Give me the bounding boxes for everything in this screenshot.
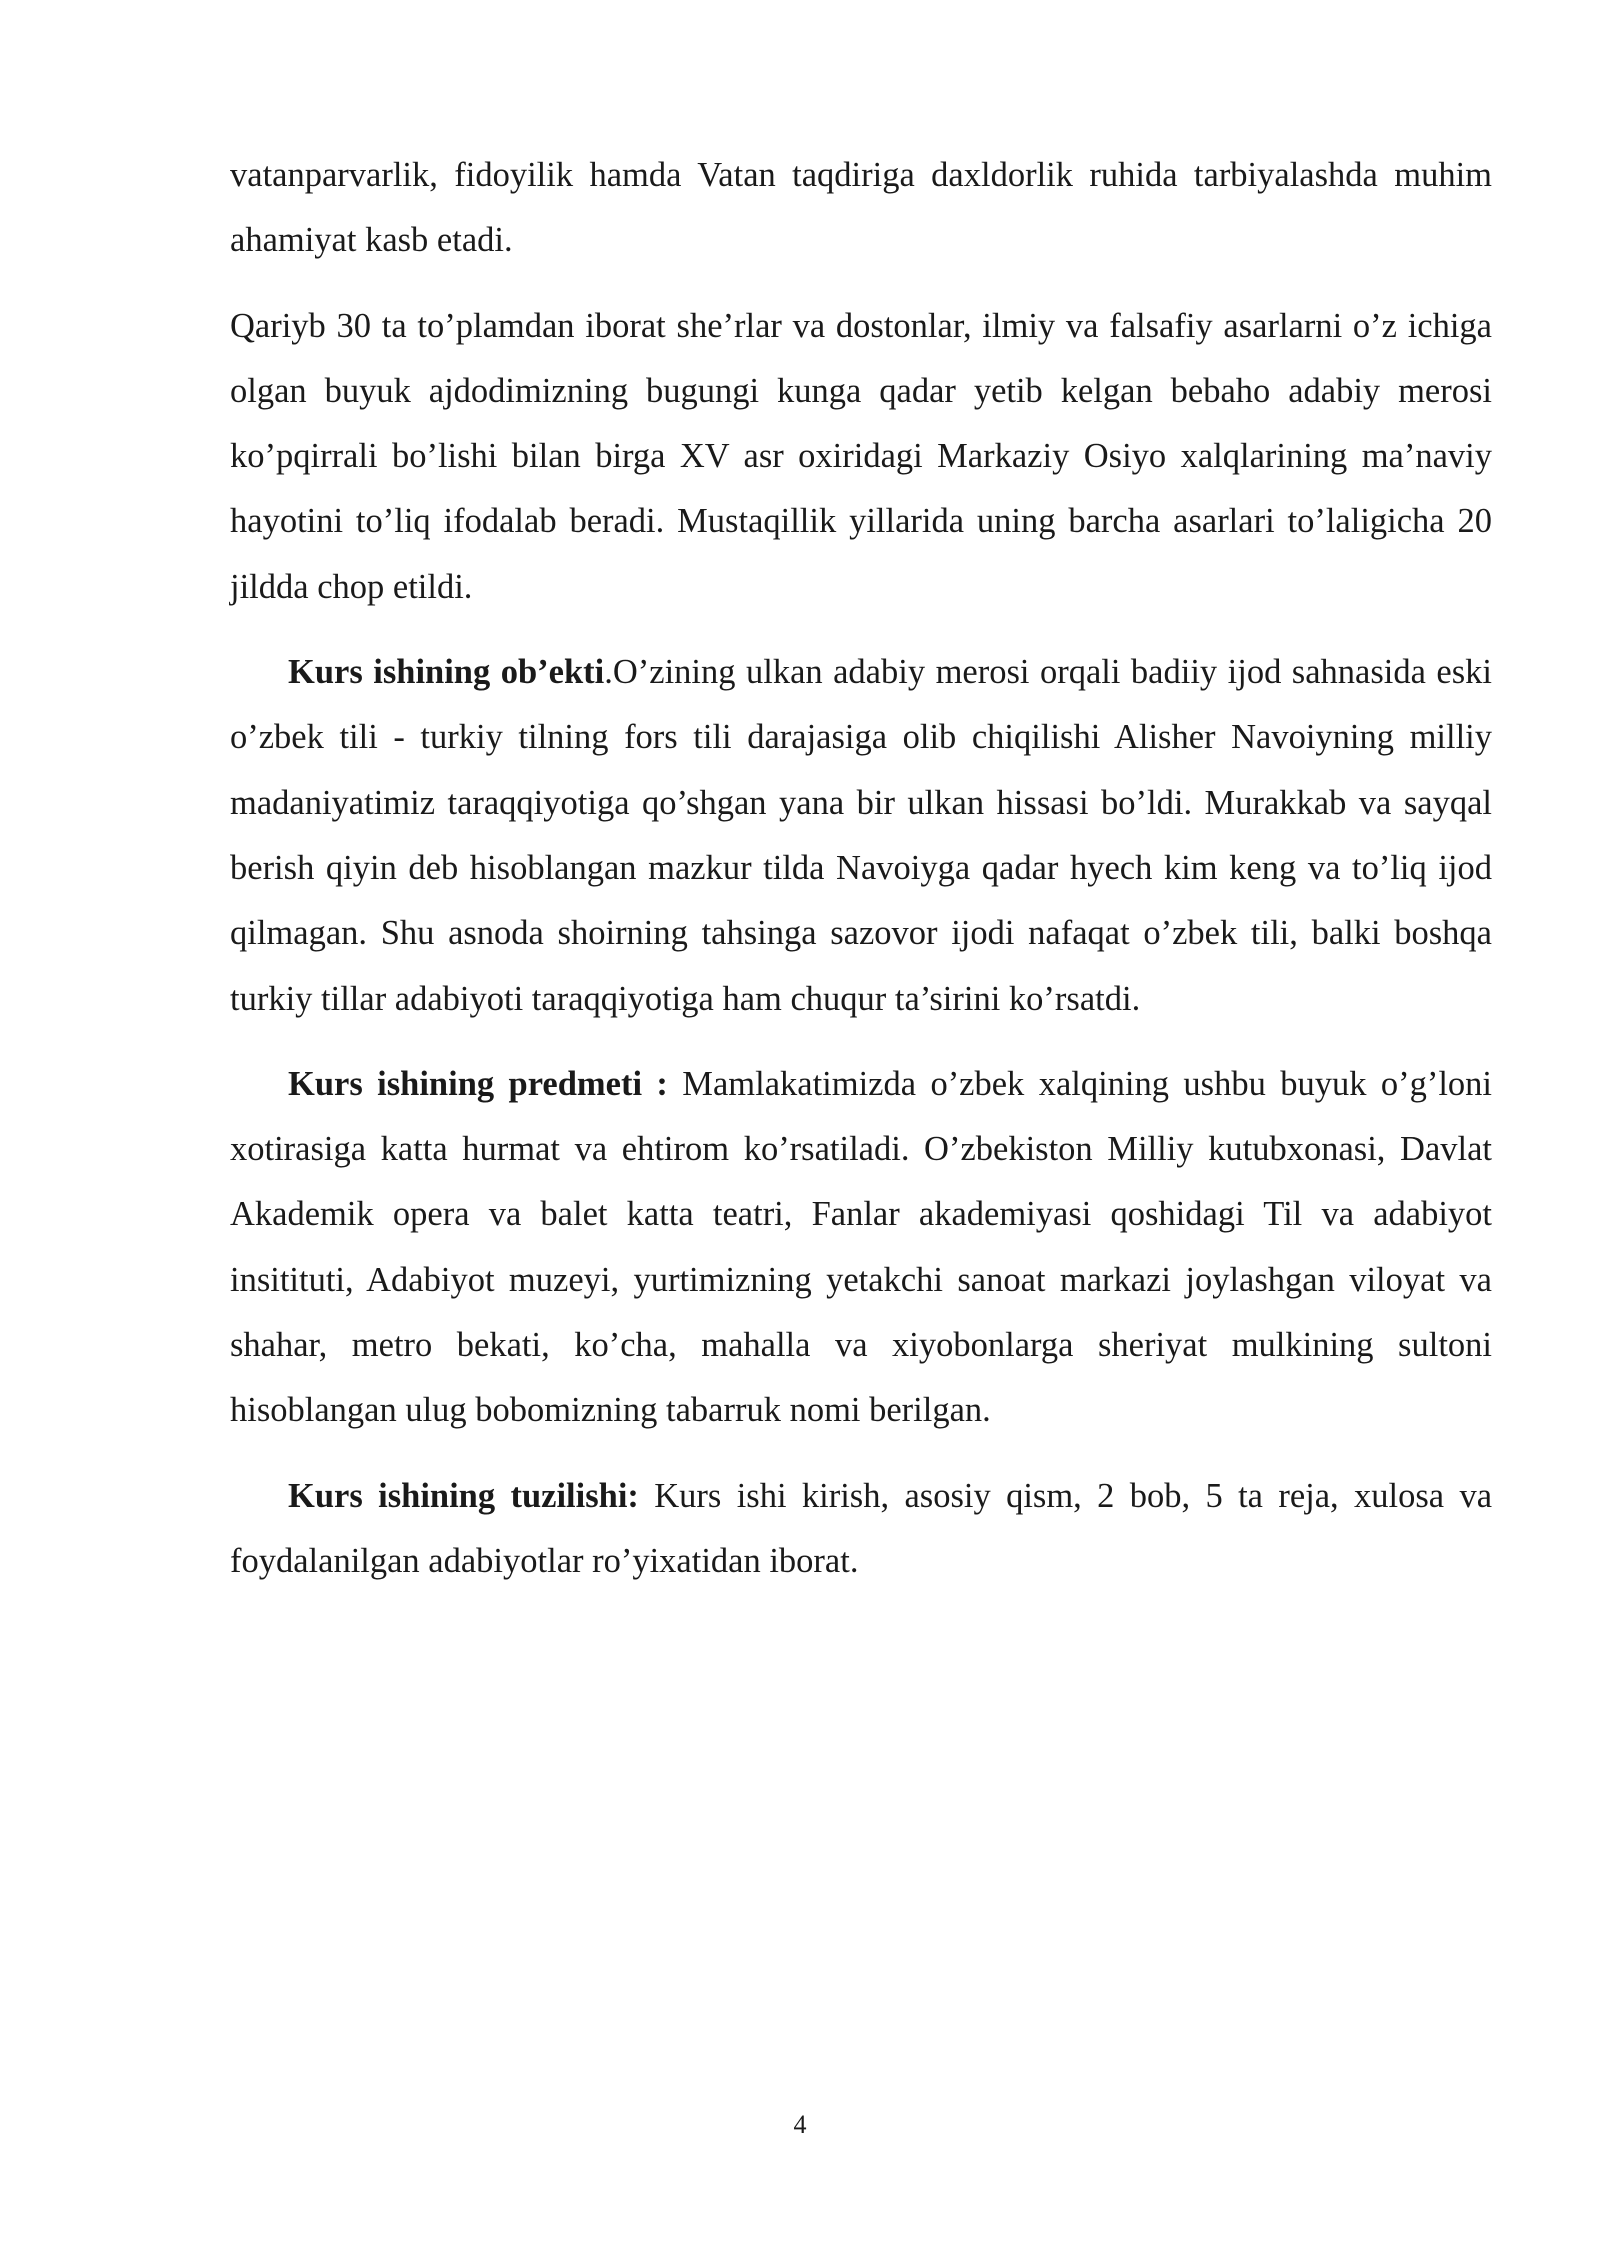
paragraph-heading: Kurs ishining predmeti : [288,1064,668,1103]
paragraph-structure [230,1464,1492,1595]
paragraph-text: Qariyb 30 ta to’plamdan iborat she’rlar va dostonlar, ilmiy va falsafiy asarlarni o’z ichiga olgan buyuk ajdodimizning bugungi kunga qadar yetib kelgan bebaho adabiy merosi ko’pqirrali bo’lishi bilan birga XV asr oxiridagi Markaziy Osiyo xalqlarining ma’naviy hayotini to’liq ifodalab beradi. Mustaqillik yillarida uning barcha asarlari to’laligicha 20 jildda chop etildi. [230,306,1492,606]
paragraph-text: Mamlakatimizda o’zbek xalqining ushbu buyuk o’g’loni xotirasiga katta hurmat va ehtirom ko’rsatiladi. O’zbekiston Milliy kutubxonasi, Davlat Akademik opera va balet katta teatri, Fanlar akademiyasi qoshidagi Til va adabiyot insitituti, Adabiyot muzeyi, yurtimizning yetakchi sanoat markazi joylashgan viloyat va shahar, metro bekati, ko’cha, mahalla va xiyobonlarga sheriyat mulkining sultoni hisoblangan ulug bobomizning tabarruk nomi berilgan. [230,1064,1493,1430]
paragraph-text: .O’zining ulkan adabiy merosi orqali badiiy ijod sahnasida eski o’zbek tili - turkiy tilning fors tili darajasiga olib chiqilishi Alisher Navoiyning milliy madaniyatimiz taraqqiyotiga qo’shgan yana bir ulkan hissasi bo’ldi. Murakkab va sayqal berish qiyin deb hisoblangan mazkur tilda Navoiyga qadar hyech kim keng va to’liq ijod qilmagan. Shu asnoda shoirning tahsinga sazovor ijodi nafaqat o’zbek tili, balki boshqa turkiy tillar adabiyoti taraqqiyotiga ham chuqur ta’sirini ko’rsatdi. [230,653,1492,1018]
paragraph-text: Kurs ishi kirish, asosiy qism, 2 bob, 5 ta reja, xulosa va foydalanilgan adabiyotlar ro’yixatidan iborat. [230,1476,1493,1580]
paragraph-heading: Kurs ishining ob’ekti [288,653,605,692]
paragraph-continuation [230,143,1492,274]
paragraph-object [230,640,1492,1032]
body-text [230,143,1492,1614]
paragraph-legacy [230,294,1492,620]
paragraph-text: vatanparvarlik, fidoyilik hamda Vatan taqdiriga daxldorlik ruhida tarbiyalashda muhim ahamiyat kasb etadi. [230,156,1492,260]
paragraph-subject [230,1052,1492,1444]
paragraph-heading: Kurs ishining tuzilishi: [288,1476,639,1515]
page-number: 4 [793,2110,807,2139]
